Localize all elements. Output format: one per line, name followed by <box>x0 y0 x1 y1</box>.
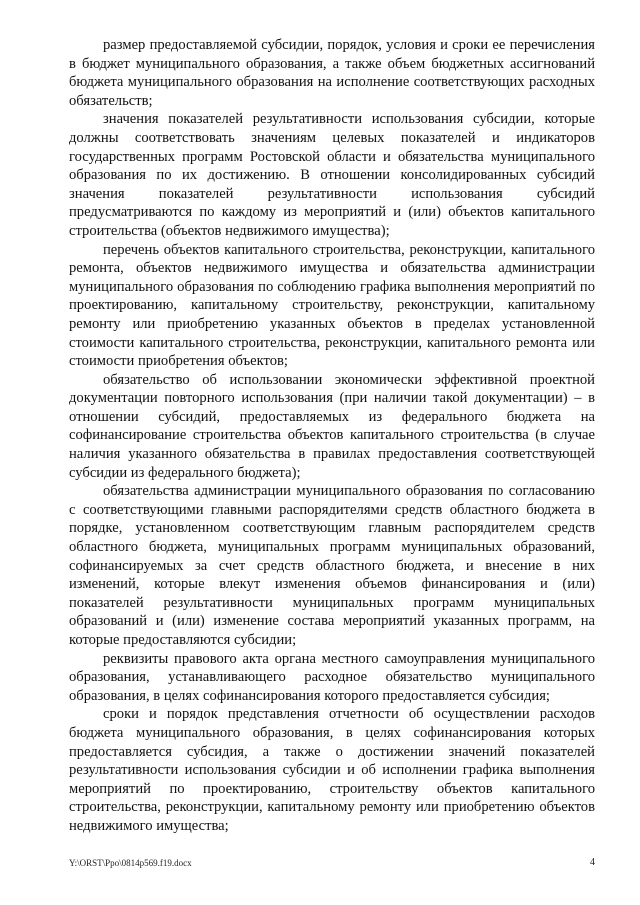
paragraph-construction-objects: перечень объектов капитального строительства, реконструкции, капитального ремонта, объектов недвижимого имущества и обязательства администрации муниципального образования по соблюдению графика выполнения мероприятий по проектированию, капитальному строительству, реконструкции, капитальному ремонту или приобретению указанных объектов в пределах установленной стоимости капитального строительства, реконструкции, капитального ремонта или стоимости приобретения объектов; <box>69 241 595 370</box>
paragraph-project-documentation: обязательство об использовании экономически эффективной проектной документации повторного использования (при наличии такой документации) – в отношении субсидий, предоставляемых из федерального бюджета на софинансирование строительства объектов капитального строительства (в случае наличия указанного обязательства в правилах предоставления соответствующей субсидии из федерального бюджета); <box>69 371 595 481</box>
footer-page-number: 4 <box>590 857 595 868</box>
paragraph-administration-obligations: обязательства администрации муниципального образования по согласованию с соответствующими главными распорядителями средств областного бюджета в порядке, установленном соответствующим главным распорядителем средств областного бюджета, муниципальных программ муниципальных образований, софинансируемых за счет средств областного бюджета, и внесение в них изменений, которые влекут изменения объемов финансирования и (или) показателей результативности муниципальных программ муниципальных образований и (или) изменение состава мероприятий указанных программ, на которые предоставляются субсидии; <box>69 483 595 648</box>
paragraph-performance-indicators: значения показателей результативности использования субсидии, которые должны соответствовать значениям целевых показателей и индикаторов государственных программ Ростовской области и обязательства муниципального образования по их достижению. В отношении консолидированных субсидий значения показателей результативности использования субсидий предусматриваются по каждому из мероприятий и (или) объектов капитального строительства (объектов недвижимого имущества); <box>69 111 595 239</box>
document-body <box>69 36 595 836</box>
paragraph-legal-act-details: реквизиты правового акта органа местного самоуправления муниципального образования, устанавливающего расходное обязательство муниципального образования, в целях софинансирования которого предоставляется субсидия; <box>69 650 595 704</box>
footer-file-path: Y:\ORST\Ppo\0814p569.f19.docx <box>69 858 192 868</box>
paragraph-subsidy-size: размер предоставляемой субсидии, порядок, условия и сроки ее перечисления в бюджет муниципального образования, а также объем бюджетных ассигнований бюджета муниципального образования на исполнение соответствующих расходных обязательств; <box>69 37 595 109</box>
paragraph-reporting-terms: сроки и порядок представления отчетности об осуществлении расходов бюджета муниципального образования, в целях софинансирования которых предоставляется субсидия, а также о достижении значений показателей результативности использования субсидии и об исполнении графика выполнения мероприятий по проектированию, строительству объектов капитального строительства, реконструкции, капитальному ремонту или приобретению объектов недвижимого имущества; <box>69 706 595 834</box>
